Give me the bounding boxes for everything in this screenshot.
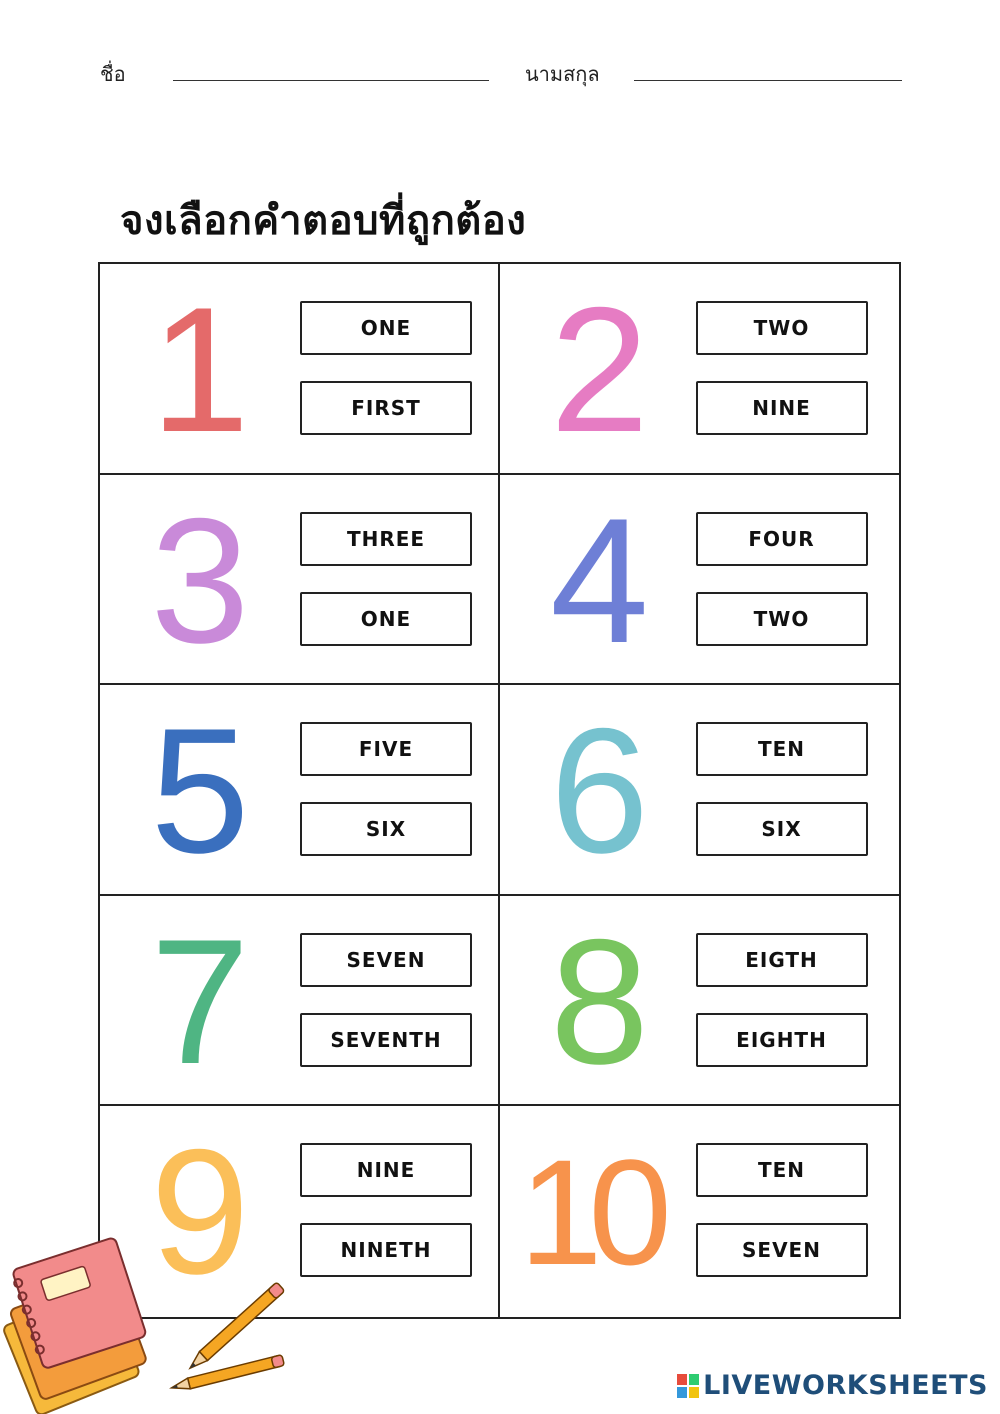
option-8a[interactable]: EIGTH (696, 933, 868, 987)
option-9a[interactable]: NINE (300, 1143, 472, 1197)
liveworksheets-logo-icon (677, 1374, 699, 1398)
name-field-line[interactable] (173, 80, 489, 81)
surname-label: นามสกุล (525, 62, 600, 86)
option-3b[interactable]: ONE (300, 592, 472, 646)
numeral-6: 6 (550, 691, 639, 891)
option-7a[interactable]: SEVEN (300, 933, 472, 987)
option-6b[interactable]: SIX (696, 802, 868, 856)
notebooks-and-pencils-icon (0, 1225, 300, 1414)
brand-text: LIVEWORKSHEETS (703, 1370, 988, 1401)
numeral-8: 8 (550, 901, 639, 1101)
numeral-3: 3 (150, 480, 240, 680)
option-4b[interactable]: TWO (696, 592, 868, 646)
option-10a[interactable]: TEN (696, 1143, 868, 1197)
question-cell-8 (500, 896, 900, 1107)
name-label: ชื่อ (100, 62, 126, 86)
option-3a[interactable]: THREE (300, 512, 472, 566)
option-5a[interactable]: FIVE (300, 722, 472, 776)
option-7b[interactable]: SEVENTH (300, 1013, 472, 1067)
numeral-10: 10 (519, 1128, 658, 1297)
option-10b[interactable]: SEVEN (696, 1223, 868, 1277)
numeral-7: 7 (150, 901, 240, 1101)
question-cell-5 (100, 685, 500, 896)
option-1b[interactable]: FIRST (300, 381, 472, 435)
question-cell-10 (500, 1106, 900, 1317)
question-cell-3 (100, 475, 500, 686)
question-cell-7 (100, 896, 500, 1107)
numeral-2: 2 (550, 270, 639, 469)
option-1a[interactable]: ONE (300, 301, 472, 355)
option-2a[interactable]: TWO (696, 301, 868, 355)
option-5b[interactable]: SIX (300, 802, 472, 856)
numeral-5: 5 (150, 691, 240, 891)
numeral-9: 9 (150, 1112, 240, 1312)
question-cell-1 (100, 264, 500, 475)
brand (677, 1370, 988, 1401)
surname-field-line[interactable] (634, 80, 902, 81)
question-cell-2 (500, 264, 900, 475)
question-cell-6 (500, 685, 900, 896)
option-9b[interactable]: NINETH (300, 1223, 472, 1277)
numeral-4: 4 (550, 480, 639, 680)
question-cell-4 (500, 475, 900, 686)
option-8b[interactable]: EIGHTH (696, 1013, 868, 1067)
instruction-title: จงเลือกคำตอบที่ถูกต้อง (120, 198, 527, 244)
option-2b[interactable]: NINE (696, 381, 868, 435)
numeral-1: 1 (150, 270, 240, 469)
option-6a[interactable]: TEN (696, 722, 868, 776)
answer-grid (98, 262, 901, 1319)
option-4a[interactable]: FOUR (696, 512, 868, 566)
